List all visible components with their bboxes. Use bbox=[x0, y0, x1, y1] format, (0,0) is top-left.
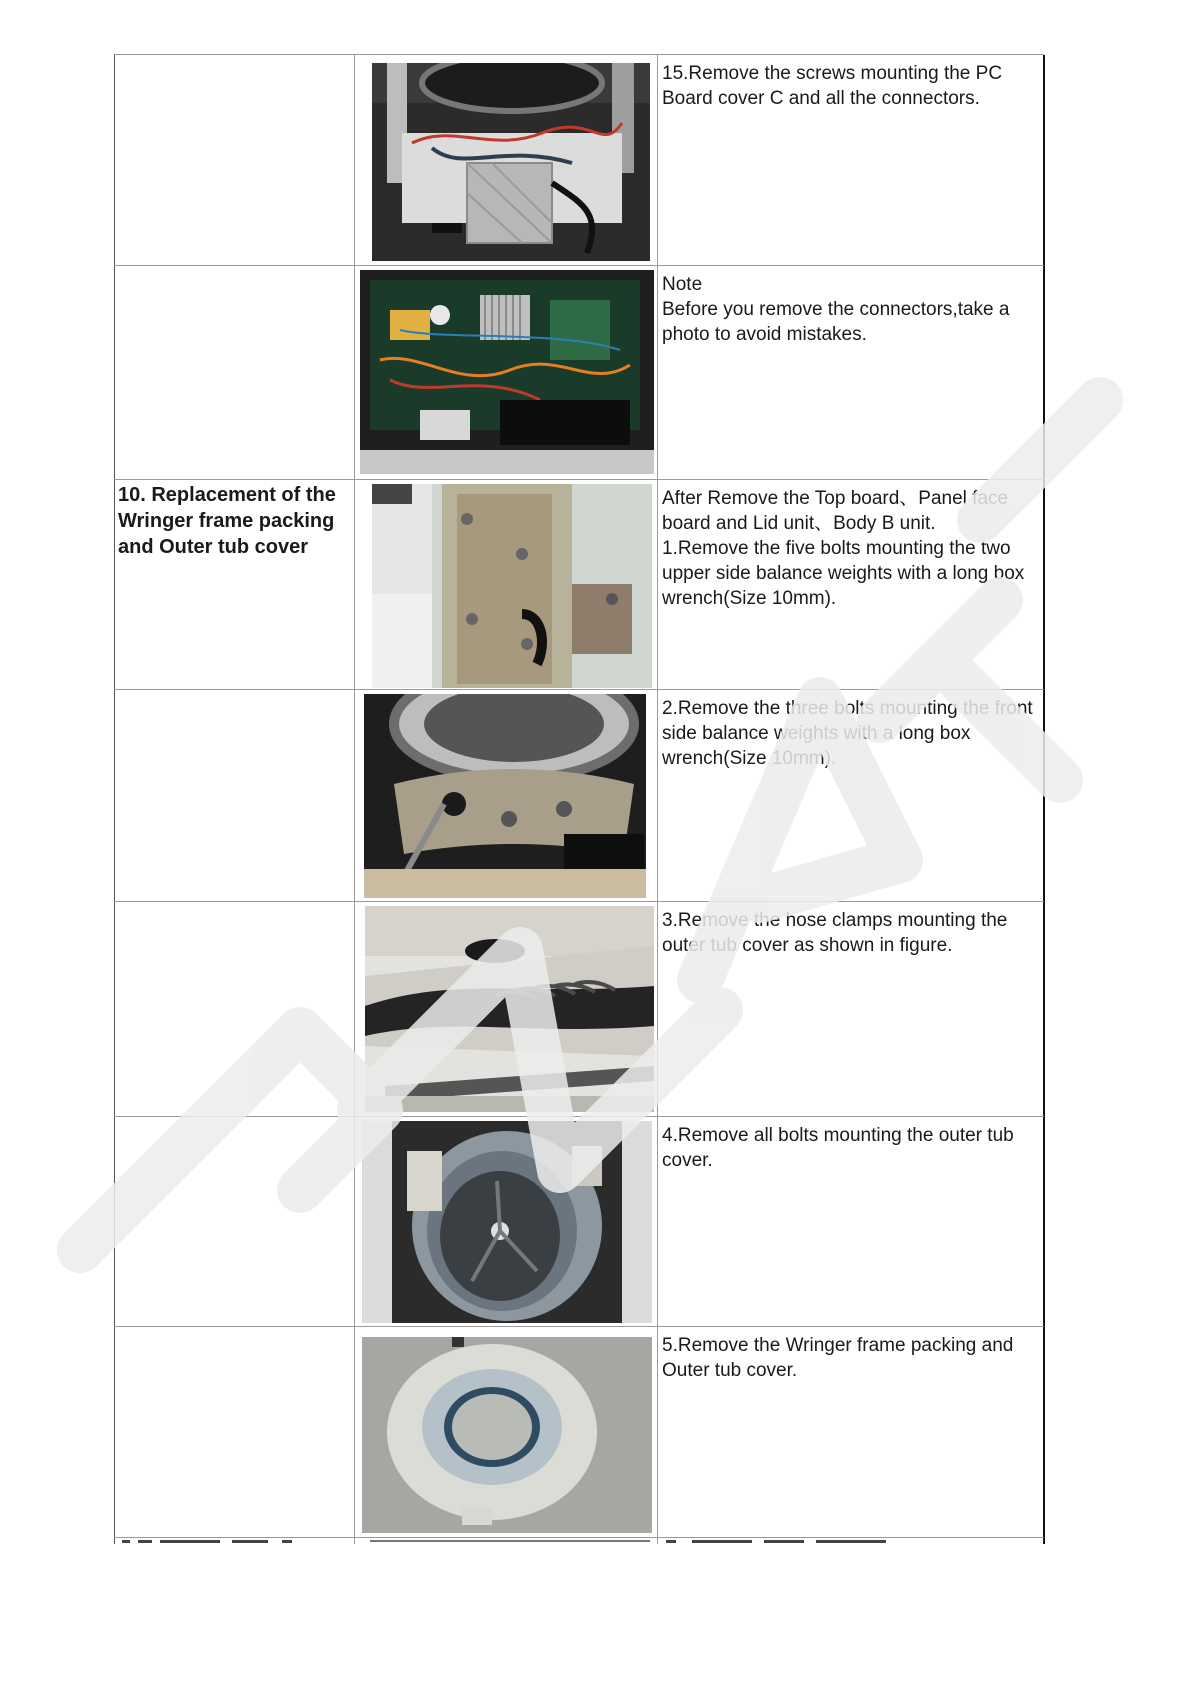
outer-tub-cover-bolts-image bbox=[362, 1121, 652, 1323]
table-row bbox=[114, 689, 1044, 902]
step-3-text: 3.Remove the hose clamps mounting the outer tub cover as shown in figure. bbox=[662, 910, 1008, 956]
pc-board-cover-image bbox=[372, 63, 650, 261]
hose-clamps-image bbox=[365, 906, 654, 1112]
table-row bbox=[114, 1116, 1044, 1327]
step-4-text: 4.Remove all bolts mounting the outer tub cover. bbox=[662, 1125, 1014, 1171]
step-2-text: 2.Remove the three bolts mounting the front side balance weights with a long box wrench(Size 10mm). bbox=[662, 698, 1033, 769]
section-title: 10. Replacement of the Wringer frame packing and Outer tub cover bbox=[118, 484, 336, 558]
front-balance-weights-image bbox=[364, 694, 646, 898]
table-row bbox=[114, 265, 1044, 480]
step-15-text: 15.Remove the screws mounting the PC Board cover C and all the connectors. bbox=[662, 63, 1003, 109]
cut-off-row-fragment bbox=[114, 1540, 1044, 1546]
wringer-frame-packing-image bbox=[362, 1337, 652, 1533]
note-text: Note Before you remove the connectors,take a photo to avoid mistakes. bbox=[662, 274, 1010, 345]
table-row bbox=[114, 54, 1044, 266]
table-row bbox=[114, 901, 1044, 1117]
step-1-text: After Remove the Top board、Panel face board and Lid unit、Body B unit. 1.Remove the five bolts mounting the two upper side balance weights with a long box wrench(Size 10mm). bbox=[662, 488, 1025, 609]
table-row-partial bbox=[114, 1537, 1044, 1539]
table-row bbox=[114, 1326, 1044, 1538]
upper-balance-weights-image bbox=[372, 484, 652, 688]
pc-board-image bbox=[360, 270, 654, 474]
step-5-text: 5.Remove the Wringer frame packing and Outer tub cover. bbox=[662, 1335, 1014, 1381]
table-row bbox=[114, 479, 1044, 690]
